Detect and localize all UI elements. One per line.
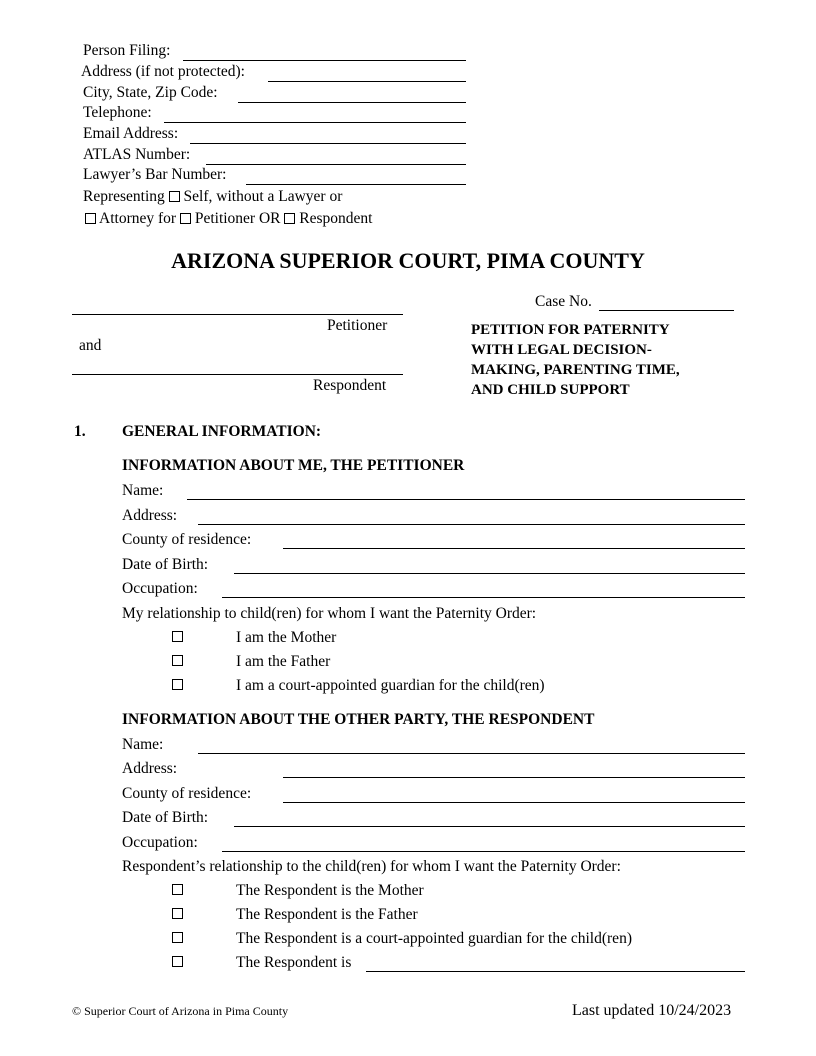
petitioner-address-input[interactable] [198,524,745,525]
court-title: ARIZONA SUPERIOR COURT, PIMA COUNTY [171,248,645,273]
petitioner-county-input[interactable] [283,548,745,549]
attorney-checkbox[interactable] [85,213,96,224]
respondent-name-label: Name: [122,736,164,753]
bar-number-label: Lawyer’s Bar Number: [83,166,227,183]
self-checkbox[interactable] [169,191,180,202]
respondent-other-checkbox[interactable] [172,956,183,967]
person-filing-field[interactable] [183,60,466,61]
petitioner-info-heading: INFORMATION ABOUT ME, THE PETITIONER [122,457,465,474]
respondent-option-label: Respondent [299,210,373,227]
email-label: Email Address: [83,125,179,142]
address-field[interactable] [268,81,466,82]
atlas-field[interactable] [206,164,466,165]
person-filing-label: Person Filing: [83,42,171,59]
representing-row [83,188,342,206]
petitioner-occupation-input[interactable] [222,597,745,598]
respondent-occupation-label: Occupation: [122,834,198,851]
respondent-name-field[interactable] [72,374,403,375]
telephone-label: Telephone: [83,104,152,121]
section-heading: GENERAL INFORMATION: [122,423,322,440]
respondent-address-label: Address: [122,760,178,777]
petition-title-line: PETITION FOR PATERNITY [471,322,670,338]
attorney-row [85,210,372,228]
respondent-father-checkbox[interactable] [172,908,183,919]
petitioner-dob-input[interactable] [234,573,745,574]
respondent-dob-label: Date of Birth: [122,809,209,826]
telephone-field[interactable] [164,122,466,123]
respondent-option-label: The Respondent is the Father [236,906,418,923]
petitioner-name-input[interactable] [187,499,745,500]
petitioner-guardian-checkbox[interactable] [172,679,183,690]
case-number-field[interactable] [599,310,734,311]
city-state-zip-field[interactable] [238,102,466,103]
petitioner-option-label: I am a court-appointed guardian for the child(ren) [236,677,545,694]
email-field[interactable] [190,143,466,144]
respondent-relationship-label: Respondent’s relationship to the child(ren) for whom I want the Paternity Order: [122,858,621,875]
attorney-petitioner-checkbox[interactable] [180,213,191,224]
city-state-zip-label: City, State, Zip Code: [83,84,218,101]
petitioner-option-label: I am the Mother [236,629,337,646]
respondent-name-input[interactable] [198,753,745,754]
respondent-option-label: The Respondent is a court-appointed guardian for the child(ren) [236,930,632,947]
respondent-option-label: The Respondent is the Mother [236,882,424,899]
respondent-dob-input[interactable] [234,826,745,827]
petition-title [471,320,680,400]
petitioner-name-field[interactable] [72,314,403,315]
petition-title-line: MAKING, PARENTING TIME, [471,362,680,378]
bar-number-field[interactable] [246,184,466,185]
petitioner-address-label: Address: [122,507,178,524]
respondent-county-input[interactable] [283,802,745,803]
petitioner-mother-checkbox[interactable] [172,631,183,642]
respondent-other-input[interactable] [366,971,745,972]
petitioner-occupation-label: Occupation: [122,580,198,597]
section-number: 1. [74,423,86,440]
petitioner-caption-label: Petitioner [327,317,388,334]
respondent-option-label: The Respondent is [236,954,352,971]
atlas-label: ATLAS Number: [83,146,191,163]
respondent-address-input[interactable] [283,777,745,778]
respondent-caption-label: Respondent [313,377,387,394]
petitioner-father-checkbox[interactable] [172,655,183,666]
respondent-mother-checkbox[interactable] [172,884,183,895]
petitioner-dob-label: Date of Birth: [122,556,209,573]
respondent-guardian-checkbox[interactable] [172,932,183,943]
respondent-county-label: County of residence: [122,785,252,802]
respondent-info-heading: INFORMATION ABOUT THE OTHER PARTY, THE RESPONDENT [122,711,595,728]
petitioner-name-label: Name: [122,482,164,499]
petition-title-line: WITH LEGAL DECISION- [471,342,652,358]
case-number-label: Case No. [535,293,592,310]
petitioner-option-label: I am the Father [236,653,331,670]
self-option-label: Self, without a Lawyer or [183,188,343,205]
attorney-respondent-checkbox[interactable] [284,213,295,224]
representing-label: Representing [83,188,165,205]
footer-last-updated: Last updated 10/24/2023 [572,1002,732,1019]
petitioner-relationship-label: My relationship to child(ren) for whom I want the Paternity Order: [122,605,537,622]
petitioner-county-label: County of residence: [122,531,252,548]
and-label: and [79,337,102,354]
respondent-occupation-input[interactable] [222,851,745,852]
footer-copyright: © Superior Court of Arizona in Pima County [72,1004,289,1018]
attorney-for-label: Attorney for [99,210,177,227]
petitioner-option-label: Petitioner OR [194,210,281,227]
address-label: Address (if not protected): [81,63,245,80]
petition-title-line: AND CHILD SUPPORT [471,382,630,398]
